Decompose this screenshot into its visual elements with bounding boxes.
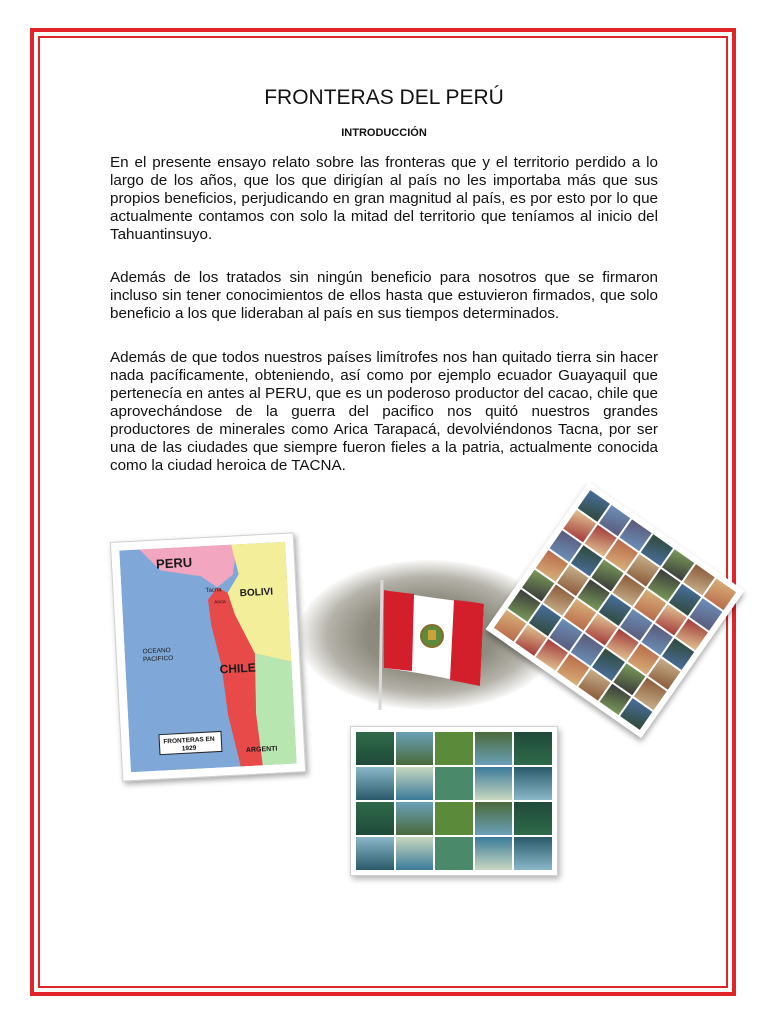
nature-photo-tile: [396, 767, 434, 800]
paragraph-3: Además de que todos nuestros países limítrofes nos han quitado tierra sin hacer nada pacíficamente, obteniendo, así como por ejemplo ecuador Guayaquil que pertenecía en antes al PERU, que es un poderoso productor del cacao, chile que aprovechándose de la guerra del pacifico nos quitó nuestros grandes productores de minerales como Arica Tarapacá, devolviéndonos Tacna, por ser una de las ciudades que siempre fueron fieles a la patria, actualmente conocida como la ciudad heroica de TACNA.: [110, 349, 658, 474]
nature-photo-tile: [514, 732, 552, 765]
map-caption-line1: FRONTERAS EN: [163, 735, 215, 746]
nature-photo-tile: [356, 732, 394, 765]
nature-photo-tile: [475, 802, 513, 835]
nature-photo-tile: [396, 732, 434, 765]
map-label-ocean-line1: OCEANO: [142, 646, 171, 656]
nature-photo-tile: [475, 767, 513, 800]
paragraph-1: En el presente ensayo relato sobre las fronteras que y el territorio perdido a lo largo de los años, que los que dirigían al país no les importaba más que sus propios beneficios, perjudicando en gran magnitud al país, es por esto por lo que actualmente contamos con solo la mitad del territorio que teníamos al inicio del Tahuantinsuyo.: [110, 154, 658, 243]
nature-photo-tile: [475, 837, 513, 870]
nature-photo-tile: [514, 837, 552, 870]
nature-photo-tile: [514, 802, 552, 835]
nature-photo-tile: [435, 837, 473, 870]
map-label-tacna: Tacna: [205, 587, 222, 595]
nature-photo-tile: [435, 732, 473, 765]
nature-photo-collage: [350, 726, 558, 876]
border-map-image: [110, 532, 306, 781]
nature-photo-tile: [475, 732, 513, 765]
document-title: FRONTERAS DEL PERÚ: [264, 86, 504, 109]
nature-photo-tile: [396, 837, 434, 870]
nature-photo-tile: [396, 802, 434, 835]
flag-red-band-left: [384, 590, 414, 671]
flag-shield: [428, 630, 436, 640]
map-label-argentina: ARGENTI: [245, 745, 278, 755]
flag-red-band-right: [450, 600, 484, 686]
nature-photo-tile: [356, 767, 394, 800]
nature-photo-tile: [356, 837, 394, 870]
paragraph-2: Además de los tratados sin ningún beneficio para nosotros que se firmaron incluso sin tener conocimientos de ellos hasta que estuvieron firmados, que solo beneficio a los que lideraban al país en sus tiempos determinados.: [110, 269, 658, 322]
nature-photo-tile: [435, 767, 473, 800]
flag-pole: [380, 580, 382, 710]
map-label-arica: Arica: [214, 599, 226, 606]
border-map-graphic: [119, 542, 296, 772]
map-label-peru: PERU: [155, 554, 193, 572]
section-heading: INTRODUCCIÓN: [341, 127, 427, 139]
nature-photo-tile: [514, 767, 552, 800]
map-caption-line2: 1929: [181, 744, 197, 753]
nature-photo-tile: [435, 802, 473, 835]
map-label-bolivia: BOLIVI: [239, 586, 274, 600]
map-label-ocean-line2: PACIFICO: [142, 654, 174, 664]
nature-photo-tile: [356, 802, 394, 835]
map-label-chile: CHILE: [219, 660, 256, 677]
